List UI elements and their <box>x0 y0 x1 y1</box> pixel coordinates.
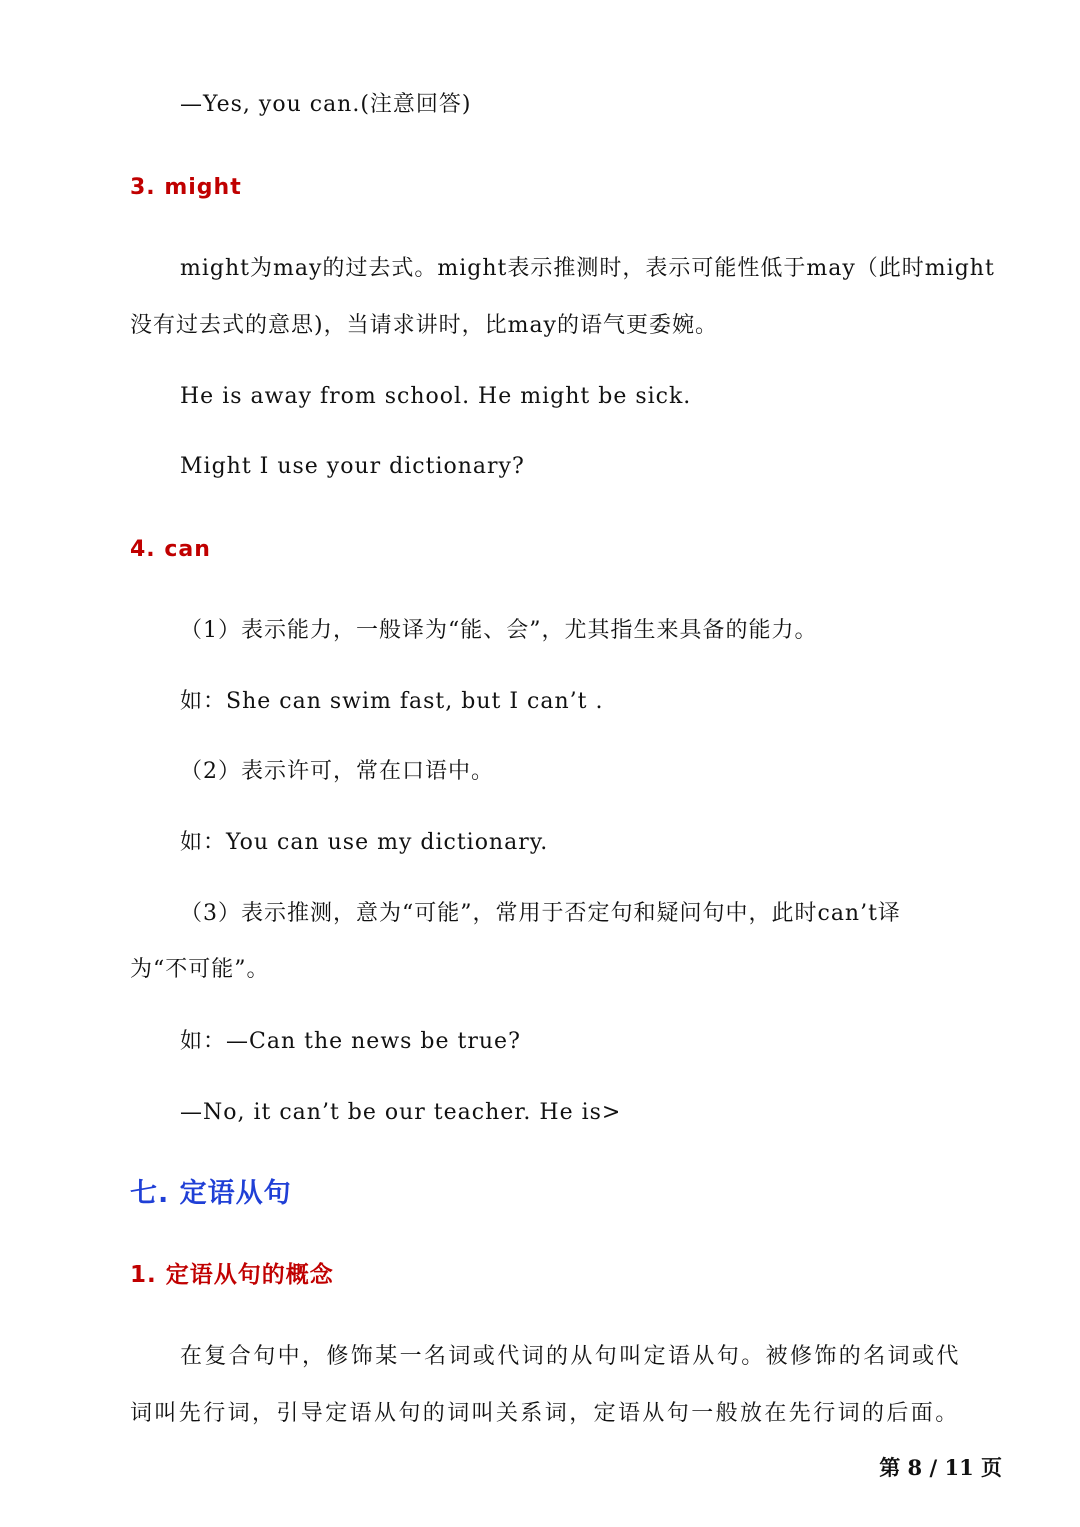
page-number: 第 8 / 11 页 <box>879 1455 1002 1480</box>
example-sentence: He is away from school. He might be sick. <box>180 384 692 409</box>
paragraph-line: 没有过去式的意思)，当请求讲时，比may的语气更委婉。 <box>130 313 718 338</box>
example-sentence: Might I use your dictionary? <box>180 454 525 479</box>
paragraph-line: might为may的过去式。might表示推测时，表示可能性低于may（此时might <box>180 256 995 281</box>
section-heading-might: 3. might <box>130 175 242 200</box>
paragraph-line: （3）表示推测，意为“可能”，常用于否定句和疑问句中，此时can’t译 <box>180 901 901 926</box>
paragraph-line: 在复合句中，修饰某一名词或代词的从句叫定语从句。被修饰的名词或代 <box>180 1344 961 1369</box>
example-sentence: 如：You can use my dictionary. <box>180 830 549 855</box>
subsection-heading: 1. 定语从句的概念 <box>130 1262 334 1288</box>
paragraph-line: （2）表示许可，常在口语中。 <box>180 759 494 784</box>
example-sentence: 如：—Can the news be true? <box>180 1029 521 1054</box>
example-sentence: —No, it can’t be our teacher. He is> <box>180 1100 622 1125</box>
paragraph-line: 为“不可能”。 <box>130 957 270 982</box>
paragraph-line: （1）表示能力，一般译为“能、会”，尤其指生来具备的能力。 <box>180 618 818 643</box>
chapter-heading: 七. 定语从句 <box>130 1178 292 1209</box>
answer-line: —Yes, you can.(注意回答) <box>180 92 472 117</box>
example-sentence: 如：She can swim fast, but I can’t . <box>180 689 604 714</box>
paragraph-line: 词叫先行词，引导定语从句的词叫关系词，定语从句一般放在先行词的后面。 <box>130 1401 960 1426</box>
section-heading-can: 4. can <box>130 537 211 562</box>
